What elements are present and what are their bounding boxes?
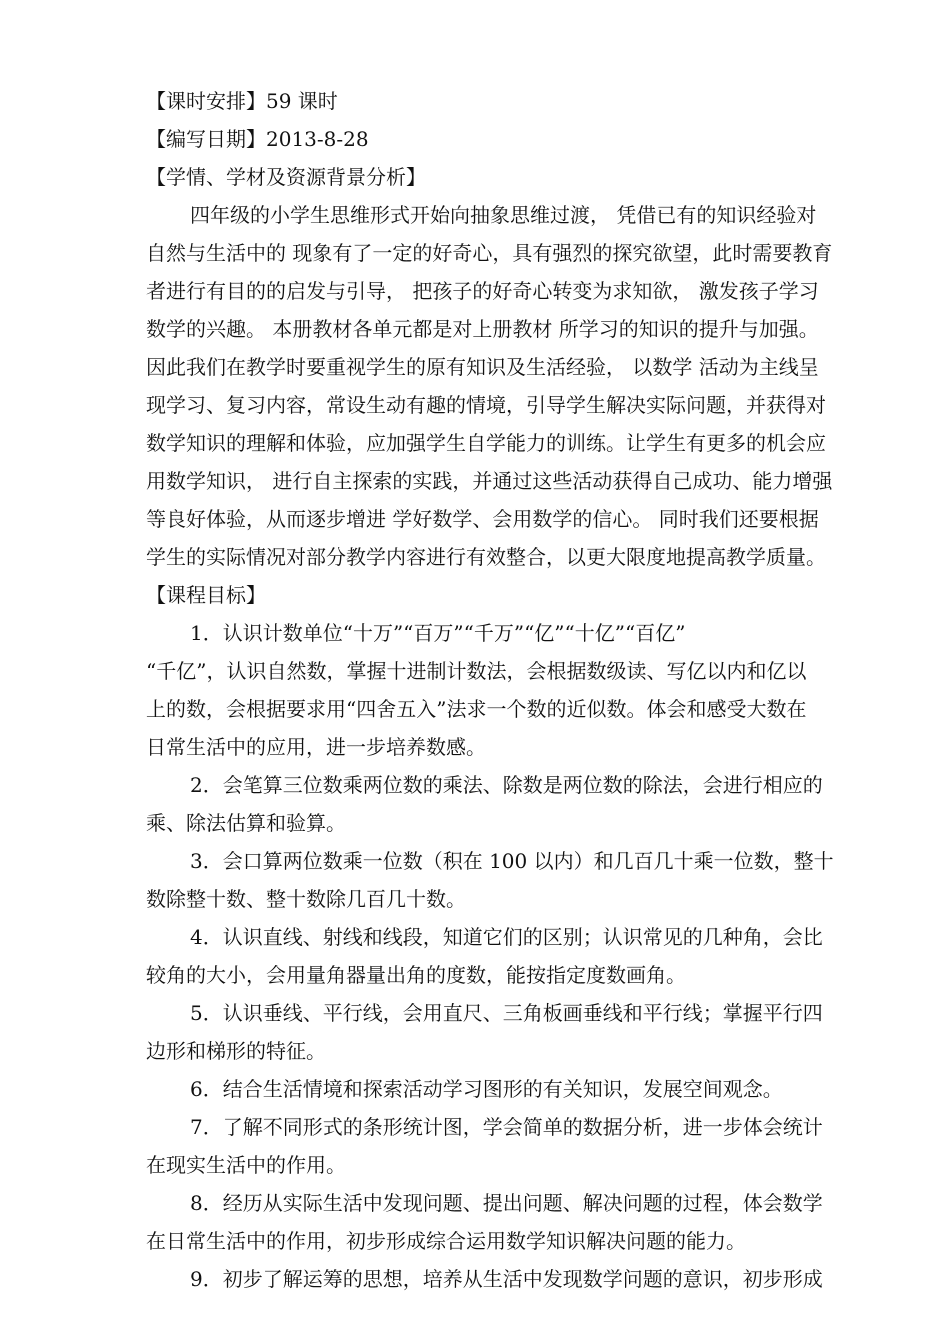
goal-text-line: 边形和梯形的特征。 [146,1039,326,1063]
analysis-text-line: 用数学知识， 进行自主探索的实践，并通过这些活动获得自己成功、能力增强 [146,469,833,493]
analysis-text-line: 数学知识的理解和体验，应加强学生自学能力的训练。让学生有更多的机会应 [146,431,826,455]
analysis-text-line: 四年级的小学生思维形式开始向抽象思维过渡， 凭借已有的知识经验对 [190,203,817,227]
analysis-text-line: 学生的实际情况对部分教学内容进行有效整合，以更大限度地提高教学质量。 [146,545,826,569]
goal-text-line: 数除整十数、整十数除几百几十数。 [146,887,466,911]
document-body [146,82,834,1298]
goal-text-line: 7．了解不同形式的条形统计图，学会简单的数据分析，进一步体会统计 [190,1115,823,1139]
goal-text-line: 8．经历从实际生活中发现问题、提出问题、解决问题的过程，体会数学 [190,1191,823,1215]
analysis-text-line: 自然与生活中的 现象有了一定的好奇心，具有强烈的探究欲望，此时需要教育 [146,241,833,265]
compile-date-line: 【编写日期】2013-8-28 [146,127,369,151]
goal-text-line: 较角的大小，会用量角器量出角的度数，能按指定度数画角。 [146,963,686,987]
lesson-count-line: 【课时安排】59 课时 [146,89,338,113]
analysis-text-line: 等良好体验，从而逐步增进 学好数学、会用数学的信心。 同时我们还要根据 [146,507,819,531]
goal-text-line: 6．结合生活情境和探索活动学习图形的有关知识，发展空间观念。 [190,1077,783,1101]
course-goals-heading: 【课程目标】 [146,583,266,607]
goal-text-line: 2．会笔算三位数乘两位数的乘法、除数是两位数的除法，会进行相应的 [190,773,823,797]
goal-text-line: 在现实生活中的作用。 [146,1153,346,1177]
goal-text-line: 3．会口算两位数乘一位数（积在 100 以内）和几百几十乘一位数，整十 [190,849,834,873]
goal-text-line: 5．认识垂线、平行线，会用直尺、三角板画垂线和平行线；掌握平行四 [190,1001,823,1025]
goal-text-line: 4．认识直线、射线和线段，知道它们的区别；认识常见的几种角，会比 [190,925,823,949]
analysis-text-line: 者进行有目的的启发与引导， 把孩子的好奇心转变为求知欲， 激发孩子学习 [146,279,819,303]
background-analysis-heading: 【学情、学材及资源背景分析】 [146,165,426,189]
goal-text-line: “千亿”，认识自然数，掌握十进制计数法，会根据数级读、写亿以内和亿以 [146,659,807,683]
goal-text-line: 1．认识计数单位“十万”“百万”“千万”“亿”“十亿”“百亿” [190,621,686,645]
goal-text-line: 9．初步了解运筹的思想，培养从生活中发现数学问题的意识，初步形成 [190,1267,823,1291]
goal-text-line: 上的数，会根据要求用“四舍五入”法求一个数的近似数。体会和感受大数在 [146,697,807,721]
goal-text-line: 乘、除法估算和验算。 [146,811,346,835]
analysis-text-line: 现学习、复习内容，常设生动有趣的情境，引导学生解决实际问题，并获得对 [146,393,826,417]
analysis-text-line: 数学的兴趣。 本册教材各单元都是对上册教材 所学习的知识的提升与加强。 [146,317,819,341]
analysis-text-line: 因此我们在教学时要重视学生的原有知识及生活经验， 以数学 活动为主线呈 [146,355,819,379]
goal-text-line: 日常生活中的应用，进一步培养数感。 [146,735,486,759]
goal-text-line: 在日常生活中的作用，初步形成综合运用数学知识解决问题的能力。 [146,1229,746,1253]
